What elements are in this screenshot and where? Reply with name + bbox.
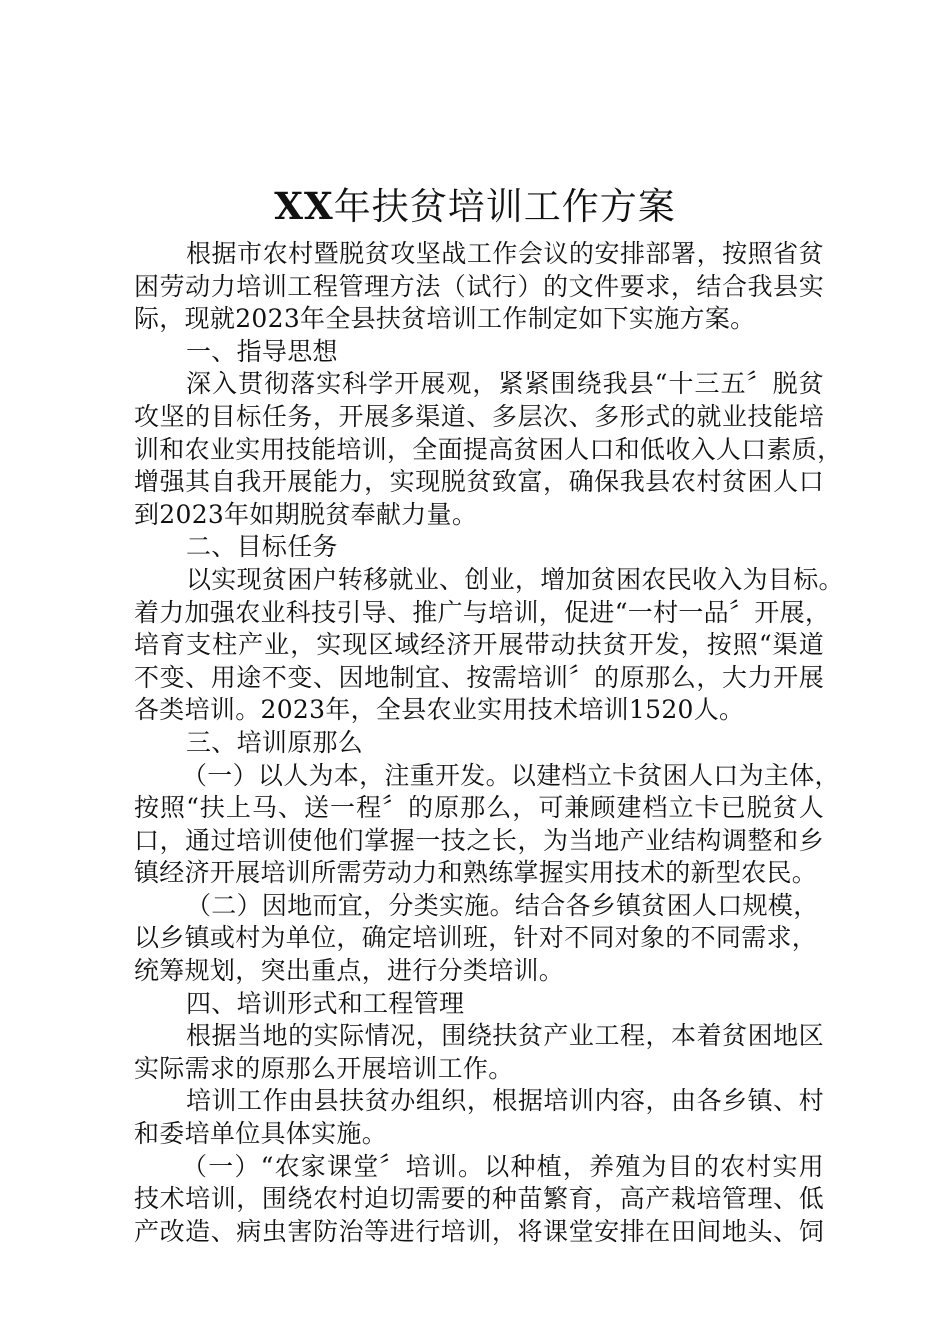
paragraph-line: 根据当地的实际情况，围绕扶贫产业工程，本着贫困地区 bbox=[186, 1021, 824, 1051]
paragraph-line: 培训工作由县扶贫办组织，根据培训内容，由各乡镇、村 bbox=[186, 1086, 824, 1116]
paragraph-line: 际，现就2023年全县扶贫培训工作制定如下实施方案。 bbox=[134, 304, 756, 334]
paragraph-line: （二）因地而宜，分类实施。结合各乡镇贫困人口规模， bbox=[186, 890, 819, 920]
paragraph-line: 培育支柱产业，实现区域经济开展带动扶贫开发，按照“渠道 bbox=[134, 630, 824, 660]
paragraph-line: 二、目标任务 bbox=[186, 532, 338, 562]
paragraph-line: 深入贯彻落实科学开展观，紧紧围绕我县“十三五〞脱贫 bbox=[186, 369, 824, 399]
paragraph-line: 产改造、病虫害防治等进行培训，将课堂安排在田间地头、饲 bbox=[134, 1216, 824, 1246]
paragraph-line: 统筹规划，突出重点，进行分类培训。 bbox=[134, 956, 565, 986]
paragraph-line: 训和农业实用技能培训，全面提高贫困人口和低收入人口素质， bbox=[134, 434, 843, 464]
paragraph-line: 着力加强农业科技引导、推广与培训，促进“一村一品〞开展， bbox=[134, 597, 831, 627]
title-prefix: XX bbox=[274, 184, 334, 228]
paragraph-line: 技术培训，围绕农村迫切需要的种苗繁育，高产栽培管理、低 bbox=[134, 1184, 824, 1214]
paragraph-line: 不变、用途不变、因地制宜、按需培训〞的原那么，大力开展 bbox=[134, 662, 824, 692]
paragraph-line: 攻坚的目标任务，开展多渠道、多层次、多形式的就业技能培 bbox=[134, 401, 824, 431]
paragraph-line: 到2023年如期脱贫奉献力量。 bbox=[134, 499, 478, 529]
paragraph-line: 各类培训。2023年，全县农业实用技术培训1520人。 bbox=[134, 695, 745, 725]
document-title bbox=[0, 182, 950, 231]
paragraph-line: 以乡镇或村为单位，确定培训班，针对不同对象的不同需求， bbox=[134, 923, 818, 953]
paragraph-line: 根据市农村暨脱贫攻坚战工作会议的安排部署，按照省贫 bbox=[186, 239, 824, 268]
paragraph-line: 三、培训原那么 bbox=[186, 727, 364, 757]
paragraph-line: 按照“扶上马、送一程〞的原那么，可兼顾建档立卡已脱贫人 bbox=[134, 793, 824, 823]
paragraph-line: 口，通过培训使他们掌握一技之长，为当地产业结构调整和乡 bbox=[134, 825, 824, 855]
paragraph-line: 以实现贫困户转移就业、创业，增加贫困农民收入为目标。 bbox=[186, 564, 844, 594]
paragraph-line: 四、培训形式和工程管理 bbox=[186, 988, 465, 1018]
paragraph-line: 增强其自我开展能力，实现脱贫致富，确保我县农村贫困人口 bbox=[134, 467, 824, 497]
paragraph-line: 困劳动力培训工程管理方法（试行）的文件要求，结合我县实 bbox=[134, 271, 824, 301]
paragraph-line: （一）以人为本，注重开发。以建档立卡贫困人口为主体， bbox=[182, 760, 840, 790]
paragraph-line: （一）“农家课堂〞培训。以种植，养殖为目的农村实用 bbox=[182, 1151, 824, 1181]
paragraph-line: 一、指导思想 bbox=[186, 336, 338, 366]
paragraph-line: 和委培单位具体实施。 bbox=[134, 1119, 388, 1149]
paragraph-line: 实际需求的原那么开展培训工作。 bbox=[134, 1053, 514, 1083]
document-body bbox=[134, 238, 844, 1248]
paragraph-line: 镇经济开展培训所需劳动力和熟练掌握实用技术的新型农民。 bbox=[134, 858, 818, 888]
title-text: 年扶贫培训工作方案 bbox=[333, 185, 676, 228]
